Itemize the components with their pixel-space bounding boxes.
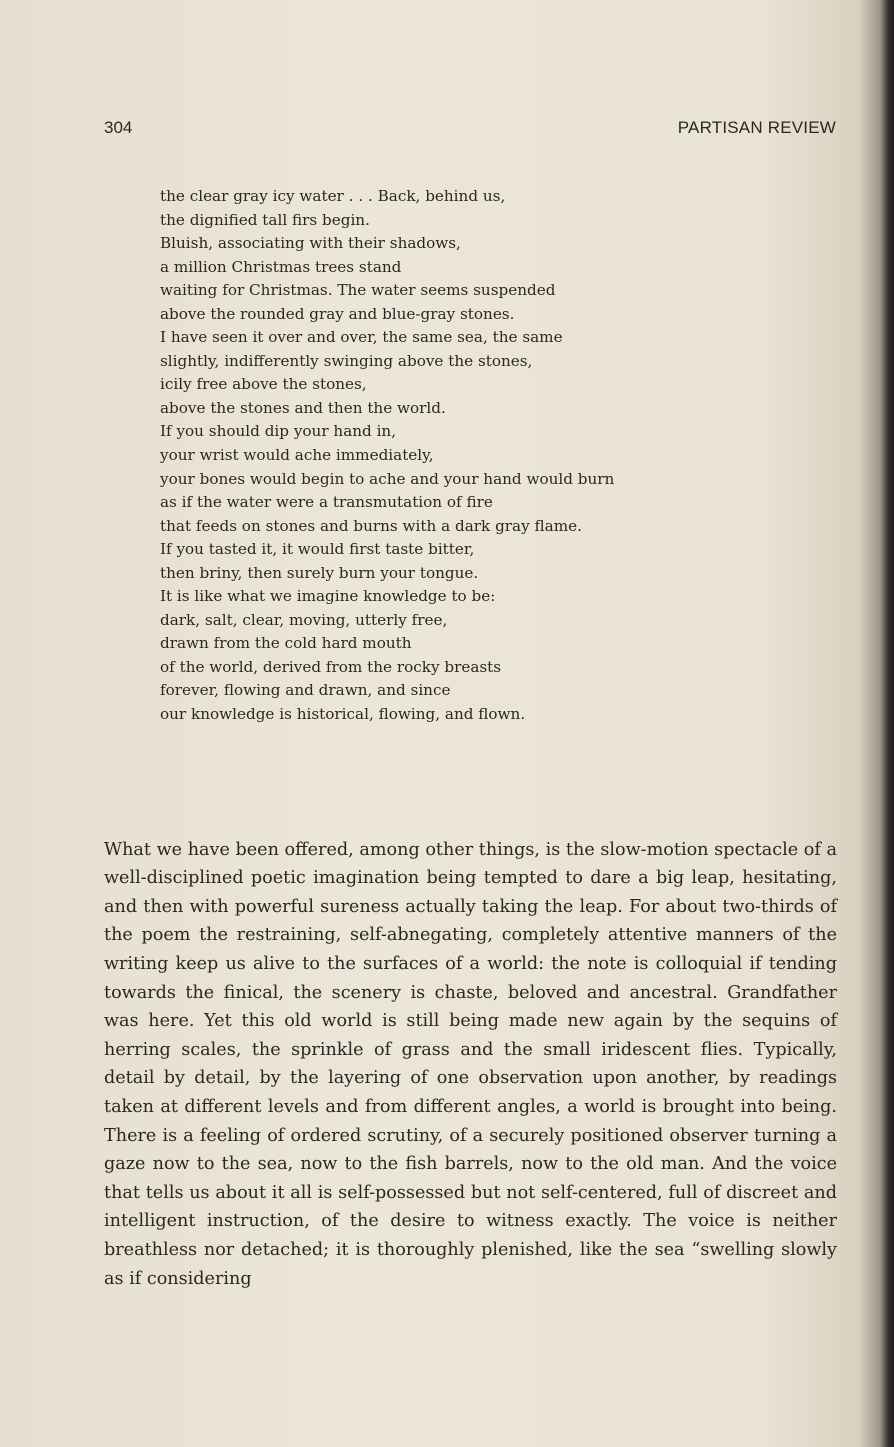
poem-line: then briny, then surely burn your tongue. — [160, 563, 479, 582]
poem-line: dark, salt, clear, moving, utterly free, — [160, 610, 448, 629]
running-head: PARTISAN REVIEW — [677, 118, 836, 137]
page-header — [104, 118, 836, 142]
poem-line: If you should dip your hand in, — [160, 422, 397, 441]
poem-line: above the rounded gray and blue-gray stones. — [160, 304, 515, 323]
poem-line: Bluish, associating with their shadows, — [160, 234, 461, 253]
poem-line: waiting for Christmas. The water seems suspended — [160, 281, 556, 300]
page-number: 304 — [104, 118, 133, 137]
poem-line: a million Christmas trees stand — [160, 257, 402, 276]
poem-line: that feeds on stones and burns with a dark gray flame. — [160, 516, 582, 535]
poem-line: of the world, derived from the rocky breasts — [160, 657, 502, 676]
poem-line: drawn from the cold hard mouth — [160, 634, 412, 653]
poem-line: If you tasted it, it would first taste bitter, — [160, 540, 475, 559]
poem-line: as if the water were a transmutation of fire — [160, 493, 493, 512]
poem-line: the clear gray icy water . . . Back, behind us, — [160, 187, 506, 205]
poem-line: your wrist would ache immediately, — [160, 446, 434, 465]
poem-line: slightly, indifferently swinging above the stones, — [160, 351, 533, 370]
poem-line: I have seen it over and over, the same sea, the same — [160, 328, 563, 347]
body-paragraph: What we have been offered, among other things, is the slow-motion spectacle of a well-disciplined poetic imagination being tempted to dare a big leap, hesitating, and then with powerful sureness actually taking the leap. For about two-thirds of the poem the restraining, self-abnegating, completely attentive manners of the writing keep us alive to the surfaces of a world: the note is colloquial if tending towards the finical, the scenery is chaste, beloved and ancestral. Grandfather was here. Yet this old world is still being made new again by the sequins of herring scales, the sprinkle of grass and the small iridescent flies. Typically, detail by detail, by the layering of one observation upon another, by readings taken at different levels and from different angles, a world is brought into being. There is a feeling of ordered scrutiny, of a securely positioned observer turning a gaze now to the sea, now to the fish barrels, now to the old man. And the voice that tells us about it all is self-possessed but not self-centered, full of discreet and intelligent instruction, of the desire to witness exactly. The voice is neither breathless nor detached; it is thoroughly plenished, like the sea “swelling slowly as if considering — [104, 839, 837, 1289]
poem-line: our knowledge is historical, flowing, and flown. — [160, 705, 526, 724]
poem-line: your bones would begin to ache and your hand would burn — [160, 469, 615, 488]
book-spine-shadow — [880, 0, 894, 1447]
poem-line: It is like what we imagine knowledge to be: — [160, 587, 496, 606]
poem-line: above the stones and then the world. — [160, 398, 446, 417]
poem-line: the dignified tall firs begin. — [160, 210, 370, 229]
poem-line: icily free above the stones, — [160, 375, 367, 394]
poem-excerpt — [160, 185, 800, 727]
poem-line: forever, flowing and drawn, and since — [160, 681, 451, 700]
